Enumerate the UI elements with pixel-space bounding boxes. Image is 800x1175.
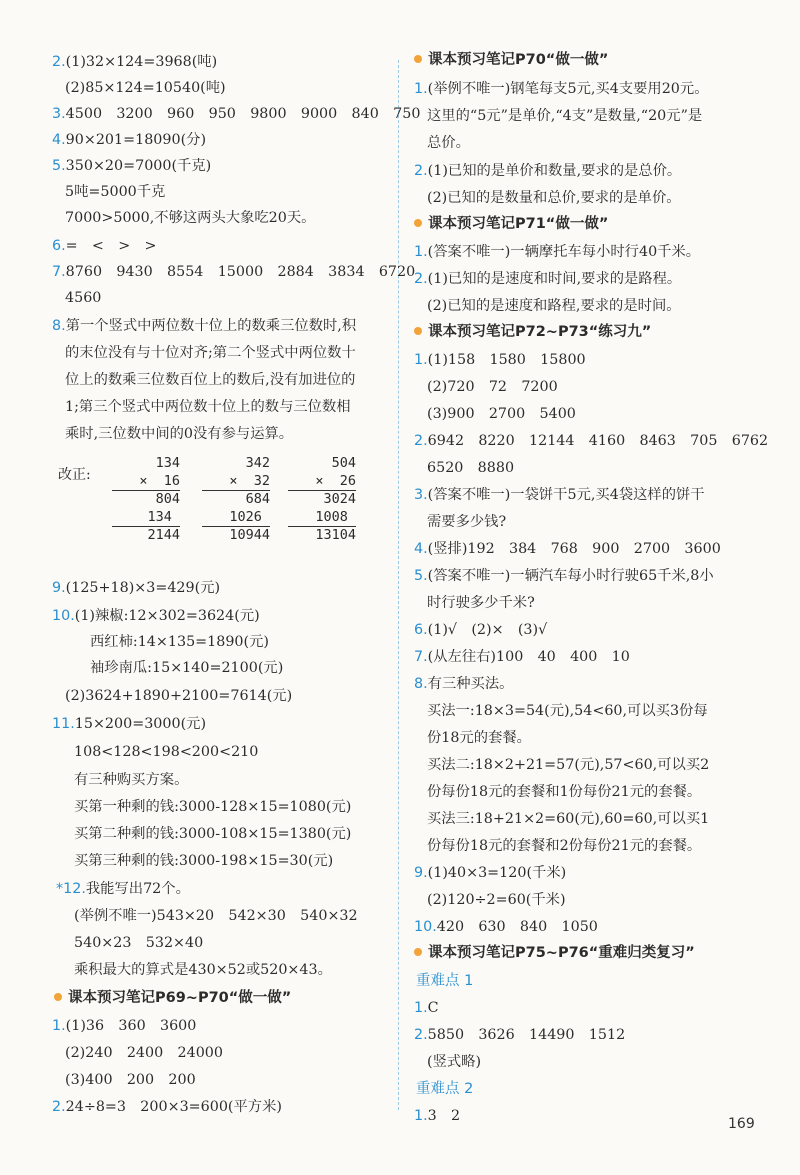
- bullet-dot-icon: [414, 219, 422, 227]
- answer-line: 2.24÷8=3 200×3=600(平方米): [52, 1099, 282, 1115]
- subsection-heading: 重难点 2: [416, 1081, 474, 1097]
- answer-line: (2)已知的是数量和总价,要求的是单价。: [427, 190, 681, 206]
- answer-line: 540×23 532×40: [74, 935, 204, 951]
- answer-line: (2)720 72 7200: [427, 379, 558, 395]
- answer-line: 8.第一个竖式中两位数十位上的数乘三位数时,积: [52, 318, 357, 334]
- answer-line: 买法一:18×3=54(元),54<60,可以买3份每: [427, 703, 708, 719]
- answer-line: 1.3 2: [414, 1108, 461, 1124]
- answer-line: 3.(答案不唯一)一袋饼干5元,买4袋这样的饼干: [414, 487, 705, 503]
- calc-multiplicand: 504: [331, 455, 356, 471]
- answer-line: 8.有三种买法。: [414, 676, 514, 692]
- calc-result: 13104: [315, 527, 356, 543]
- answer-line: 总价。: [427, 135, 470, 151]
- answer-line: 5.(答案不唯一)一辆汽车每小时行驶65千米,8小: [414, 568, 714, 584]
- answer-line: (2)120÷2=60(千米): [427, 892, 566, 908]
- vertical-calc-3: [288, 454, 356, 544]
- answer-line: 需要多少钱?: [427, 514, 507, 530]
- vertical-calculations: [52, 454, 356, 572]
- calc-partial-1: 684: [245, 491, 270, 507]
- answer-line: 7000>5000,不够这两头大象吃20天。: [65, 210, 316, 226]
- answer-line: (竖式略): [427, 1054, 482, 1070]
- answer-line: 7.8760 9430 8554 15000 2884 3834 6720: [52, 264, 416, 280]
- vertical-calc-1: [112, 454, 180, 544]
- answer-line: *12.我能写出72个。: [56, 881, 190, 897]
- answer-line: 买法二:18×2+21=57(元),57<60,可以买2: [427, 757, 710, 773]
- answer-line: 2.(1)已知的是单价和数量,要求的是总价。: [414, 163, 682, 179]
- answer-line: 1.(答案不唯一)一辆摩托车每小时行40千米。: [414, 244, 701, 260]
- calc-rule: [112, 490, 180, 491]
- answer-line: 袖珍南瓜:15×140=2100(元): [90, 660, 284, 676]
- answer-line: 买第三种剩的钱:3000-198×15=30(元): [74, 853, 334, 869]
- answer-line: 6.= < > >: [52, 238, 157, 254]
- answer-line: (举例不唯一)543×20 542×30 540×32: [74, 908, 358, 924]
- bullet-dot-icon: [414, 55, 422, 63]
- answer-line: (2)3624+1890+2100=7614(元): [65, 688, 293, 704]
- answer-line: 1;第三个竖式中两位数十位上的数与三位数相: [65, 399, 351, 415]
- answer-line: 时行驶多少千米?: [427, 595, 535, 611]
- calc-partial-2: 134: [147, 509, 180, 525]
- bullet-dot-icon: [54, 993, 62, 1001]
- calc-multiplicand: 342: [245, 455, 270, 471]
- answer-line: 1.(1)36 360 3600: [52, 1018, 197, 1034]
- answer-line: 份18元的套餐。: [427, 730, 531, 746]
- section-heading: 课本预习笔记P69~P70“做一做”: [54, 988, 291, 1008]
- answer-line: 10.420 630 840 1050: [414, 919, 598, 935]
- calc-rule: [202, 526, 270, 527]
- answer-line: 9.(1)40×3=120(千米): [414, 865, 567, 881]
- calc-multiplicand: 134: [155, 455, 180, 471]
- answer-line: 这里的“5元”是单价,“4支”是数量,“20元”是: [427, 108, 703, 124]
- calc-partial-2: 1026: [229, 509, 270, 525]
- answer-line: 4560: [65, 290, 102, 306]
- calc-partial-1: 804: [155, 491, 180, 507]
- answer-line: 6520 8880: [427, 460, 515, 476]
- answer-line: 7.(从左往右)100 40 400 10: [414, 649, 630, 665]
- vertical-calc-2: [202, 454, 270, 544]
- section-heading: 课本预习笔记P70“做一做”: [414, 50, 608, 70]
- answer-line: 6.(1)√ (2)× (3)√: [414, 622, 548, 638]
- answer-line: 有三种购买方案。: [74, 772, 189, 788]
- answer-line: 5吨=5000千克: [65, 184, 166, 200]
- answer-line: 2.(1)32×124=3968(吨): [52, 54, 218, 70]
- calc-multiplier: × 32: [229, 473, 270, 489]
- answer-line: 2.6942 8220 12144 4160 8463 705 6762: [414, 433, 769, 449]
- answer-line: (2)已知的是速度和路程,要求的是时间。: [427, 298, 681, 314]
- answer-line: 5.350×20=7000(千克): [52, 158, 212, 174]
- answer-line: 份每份18元的套餐和2份每份21元的套餐。: [427, 838, 702, 854]
- answer-line: 1.(举例不唯一)钢笔每支5元,买4支要用20元。: [414, 81, 709, 97]
- answer-line: 位上的数乘三位数百位上的数后,没有加进位的: [65, 372, 356, 388]
- calc-multiplier: × 16: [139, 473, 180, 489]
- subsection-heading: 重难点 1: [416, 973, 474, 989]
- answer-line: (3)900 2700 5400: [427, 406, 576, 422]
- answer-line: 西红柿:14×135=1890(元): [90, 634, 269, 650]
- column-divider: [398, 60, 399, 1110]
- answer-line: 11.15×200=3000(元): [52, 716, 207, 732]
- answer-line: 份每份18元的套餐和1份每份21元的套餐。: [427, 784, 702, 800]
- answer-line: 9.(125+18)×3=429(元): [52, 580, 221, 596]
- answer-line: 4.(竖排)192 384 768 900 2700 3600: [414, 541, 721, 557]
- answer-line: 买第一种剩的钱:3000-128×15=1080(元): [74, 799, 352, 815]
- answer-line: 乘时,三位数中间的0没有参与运算。: [65, 426, 294, 442]
- answer-line: 乘积最大的算式是430×52或520×43。: [74, 962, 332, 978]
- bullet-dot-icon: [414, 948, 422, 956]
- answer-line: 买法三:18+21×2=60(元),60=60,可以买1: [427, 811, 710, 827]
- section-heading: 课本预习笔记P72~P73“练习九”: [414, 322, 651, 342]
- calc-result: 2144: [147, 527, 180, 543]
- calc-rule: [112, 526, 180, 527]
- answer-line: 买第二种剩的钱:3000-108×15=1380(元): [74, 826, 352, 842]
- calc-rule: [202, 490, 270, 491]
- bullet-dot-icon: [414, 327, 422, 335]
- calc-rule: [288, 526, 356, 527]
- answer-line: 4.90×201=18090(分): [52, 132, 207, 148]
- calc-partial-2: 1008: [315, 509, 356, 525]
- calc-partial-1: 3024: [323, 491, 356, 507]
- answer-line: 10.(1)辣椒:12×302=3624(元): [52, 608, 260, 624]
- calc-rule: [288, 490, 356, 491]
- answer-line: 3.4500 3200 960 950 9800 9000 840 750: [52, 106, 421, 122]
- calc-label: 改正:: [58, 467, 91, 483]
- answer-line: 的末位没有与十位对齐;第二个竖式中两位数十: [65, 345, 356, 361]
- answer-line: 1.(1)158 1580 15800: [414, 352, 586, 368]
- answer-line: (2)240 2400 24000: [65, 1045, 223, 1061]
- calc-multiplier: × 26: [315, 473, 356, 489]
- answer-line: (2)85×124=10540(吨): [65, 80, 226, 96]
- answer-line: (3)400 200 200: [65, 1072, 196, 1088]
- answer-line: 2.5850 3626 14490 1512: [414, 1027, 626, 1043]
- answer-line: 108<128<198<200<210: [74, 744, 259, 760]
- calc-result: 10944: [229, 527, 270, 543]
- answer-line: 2.(1)已知的是速度和时间,要求的是路程。: [414, 271, 682, 287]
- answer-line: 1.C: [414, 1000, 439, 1016]
- section-heading: 课本预习笔记P71“做一做”: [414, 214, 608, 234]
- section-heading: 课本预习笔记P75~P76“重难归类复习”: [414, 943, 695, 963]
- page-number: 169: [728, 1116, 755, 1132]
